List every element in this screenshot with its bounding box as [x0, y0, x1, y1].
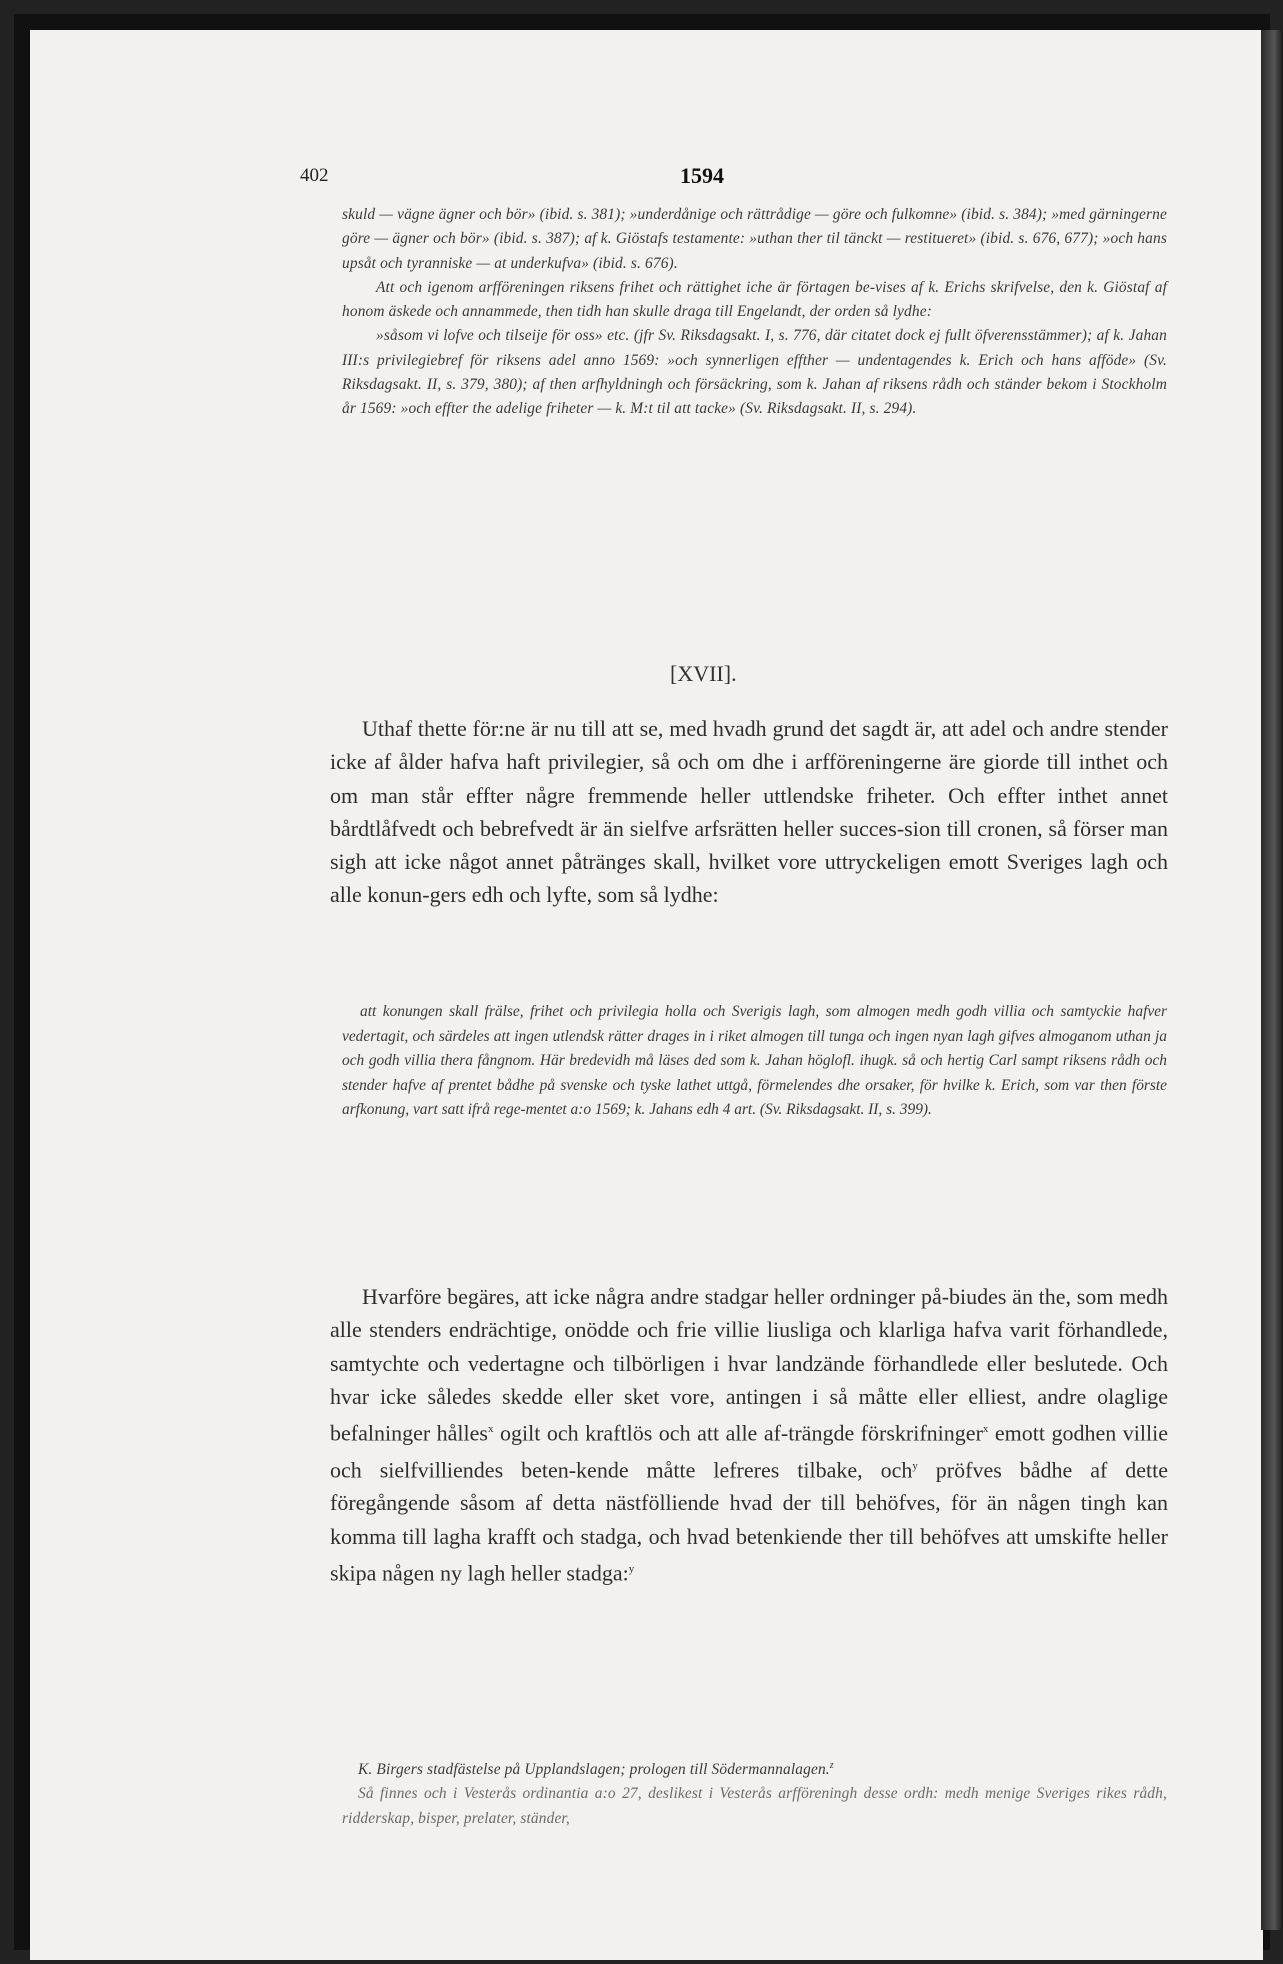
main-text-paragraph — [330, 712, 1168, 912]
text-run: ogilt och kraftlös och att alle af-trängde förskrifninger — [493, 1420, 983, 1446]
note-marker: z — [829, 1760, 834, 1771]
footnote-line — [342, 1754, 1167, 1782]
footnote-bottom — [342, 1754, 1167, 1831]
paragraph-text: Uthaf thette för:ne är nu till att se, med hvadh grund det sagdt är, att adel och andre stender icke af ålder hafva haft privilegier, så och om dhe i arfföreningerne äre giorde till inthet och om man står effter någre fremmende heller uttlendske friheter. Och effter inthet annet bårdtlåfvedt och bebrefvedt är än sielfve arfsrätten heller succes-sion till cronen, så förser man sigh att icke något annet påtränges skall, hvilket vore uttryckeligen emott Sveriges lagh och alle konun-gers edh och lyfte, som så lydhe: — [330, 716, 1168, 908]
section-number: [XVII]. — [670, 661, 737, 686]
footnote-text: K. Birgers stadfästelse på Upplandslagen; prologen till Södermannalagen. — [358, 1761, 830, 1779]
text-run: Hvarföre begäres, att icke några andre stadgar heller ordninger på-biudes än the, som medh alle stenders endrächtige, onödde och frie villie liusliga och klarliga hafva varit förhandlede, samtychte och vedertagne och tilbörligen i hvar landzände förhandlede eller beslutede. Och hvar icke således skedde eller sket vore, antingen i så måtte eller elliest, andre olaglige befalninger hålles — [330, 1284, 1168, 1446]
page-header — [300, 165, 1160, 195]
footnote-paragraph: skuld — vägne ägner och bör» (ibid. s. 381); »underdånige och rättrådige — göre och fulkomne» (ibid. s. 384); »med gärningerne göre — ägner och bör» (ibid. s. 387); af k. Giöstafs testamente: »uthan ther til tänckt — restitueret» (ibid. s. 676, 677); »och hans upsåt och tyranniske — at underkufva» (ibid. s. 676). — [342, 206, 1167, 272]
paragraph-text — [330, 1280, 1168, 1590]
text-run: pröfves bådhe af dette föregångende såsom af detta nästfölliende hvad der till behöfves, för än någen tingh kan komma till lagha krafft och stadga, och hvad betenkiende ther till behöfves att umskifte heller skipa någen ny lagh heller stadga: — [330, 1457, 1169, 1586]
block-quote — [342, 1000, 1167, 1123]
page-year-heading: 1594 — [680, 163, 724, 188]
note-marker: x — [488, 1423, 494, 1436]
footnote-paragraph: Att och igenom arfföreningen riksens frihet och rättighet iche är förtagen be-vises af k. Erichs skrifvelse, den k. Giöstaf af honom äskede och annammede, then tidh han skulle draga till Engelandt, der orden så lydhe: — [342, 278, 1167, 321]
quote-text: att konungen skall frälse, frihet och privilegia holla och Sverigis lagh, som almogen medh godh villia och samtyckie hafver vedertagit, och särdeles att ingen utlendsk rätter drages in i riket almogen till tunga och ingen nyan lagh gifves almoganom uthan ja och godh villia thera fångnom. Här bredevidh må läses ded som k. Jahan höglofl. ihugk. så och hertig Carl sampt riksens rådh och stender hafve af prentet bådhe på svenske och tyske lathet uttgå, förmelendes dhe orsaker, för hvilke k. Erich, som var then förste arfkonung, vart satt ifrå rege-mentet a:o 1569; k. Jahans edh 4 art. (Sv. Riksdagsakt. II, s. 399). — [342, 1003, 1167, 1119]
main-text-paragraph — [330, 1280, 1168, 1590]
book-spine-edge — [1261, 30, 1283, 1930]
text-run: emott godhen villie och sielfvilliendes beten-kende måtte lefreres tilbake, och — [330, 1420, 1168, 1483]
note-marker: x — [982, 1423, 989, 1436]
note-marker: y — [912, 1459, 918, 1472]
footnote-line: Så finnes och i Vesterås ordinantia a:o 27, deslikest i Vesterås arfföreningh desse ordh: medh menige Sveriges rikes rådh, ridderskap, bisper, prelater, ständer, — [342, 1785, 1167, 1827]
page-number: 402 — [300, 165, 329, 186]
footnote-top — [342, 203, 1167, 422]
note-marker: y — [628, 1563, 635, 1576]
footnote-paragraph: »såsom vi lofve och tilseije för oss» etc. (jfr Sv. Riksdagsakt. I, s. 776, där citatet dock ej fullt öfverensstämmer); af k. Jahan III:s privilegiebref för riksens adel anno 1569: »och synnerligen effther — undentagendes k. Erich och hans afföde» (Sv. Riksdagsakt. II, s. 379, 380); af then arfhyldningh och försäckring, som k. Jahan af riksens rådh och ständer bekom i Stockholm år 1569: »och effter the adelige friheter — k. M:t til att tacke» (Sv. Riksdagsakt. II, s. 294). — [342, 327, 1167, 418]
